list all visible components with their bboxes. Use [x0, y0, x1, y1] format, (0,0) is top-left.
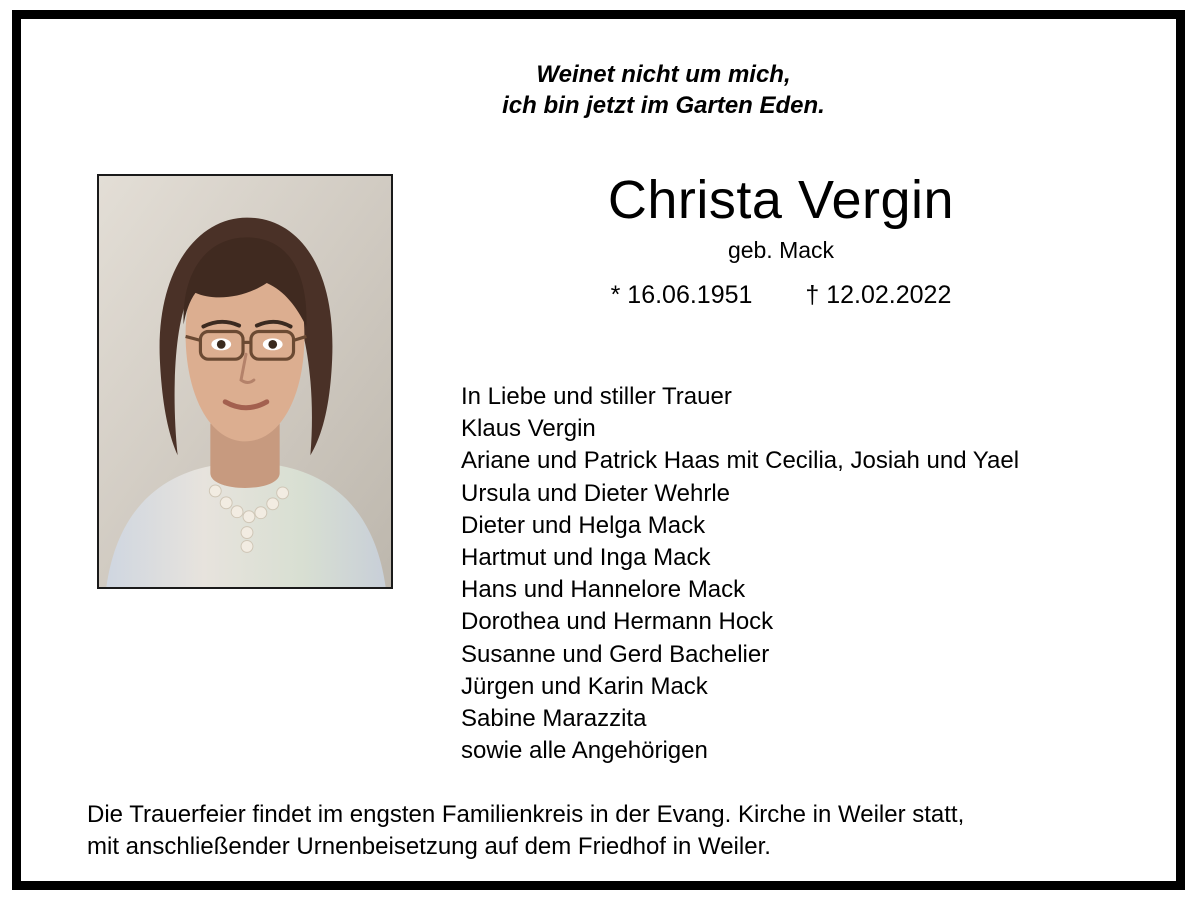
deceased-name: Christa Vergin — [607, 170, 955, 230]
death-date: † 12.02.2022 — [805, 281, 952, 309]
memorial-verse — [21, 59, 1176, 121]
list-item: Ursula und Dieter Wehrle — [461, 479, 731, 507]
list-item: Hans und Hannelore Mack — [461, 576, 746, 604]
list-item: Jürgen und Karin Mack — [461, 672, 708, 700]
life-dates — [401, 279, 1161, 311]
funeral-details-line-2: mit anschließender Urnenbeisetzung auf dem Friedhof in Weiler. — [87, 833, 771, 860]
verse-line-2: ich bin jetzt im Garten Eden. — [502, 92, 825, 119]
maiden-name: geb. Mack — [727, 237, 835, 263]
funeral-details — [87, 799, 1117, 863]
list-item: In Liebe und stiller Trauer — [461, 383, 732, 410]
portrait-illustration — [99, 176, 391, 587]
obituary-notice — [12, 10, 1185, 890]
list-item: Ariane und Patrick Haas mit Cecilia, Josiah und Yael — [461, 447, 1020, 475]
verse-line-1: Weinet nicht um mich, — [536, 61, 791, 88]
list-item: Dorothea und Hermann Hock — [461, 608, 774, 636]
mourners-list — [461, 381, 1171, 767]
list-item: Dieter und Helga Mack — [461, 511, 706, 539]
portrait-photo — [97, 174, 393, 589]
list-item: sowie alle Angehörigen — [461, 737, 708, 765]
obituary-inner — [21, 19, 1176, 881]
list-item: Hartmut und Inga Mack — [461, 544, 711, 572]
birth-date: * 16.06.1951 — [610, 281, 753, 309]
list-item: Klaus Vergin — [461, 415, 596, 443]
list-item: Sabine Marazzita — [461, 705, 647, 733]
name-block — [401, 169, 1161, 311]
list-item: Susanne und Gerd Bachelier — [461, 640, 770, 668]
funeral-details-line-1: Die Trauerfeier findet im engsten Familienkreis in der Evang. Kirche in Weiler statt, — [87, 801, 965, 828]
